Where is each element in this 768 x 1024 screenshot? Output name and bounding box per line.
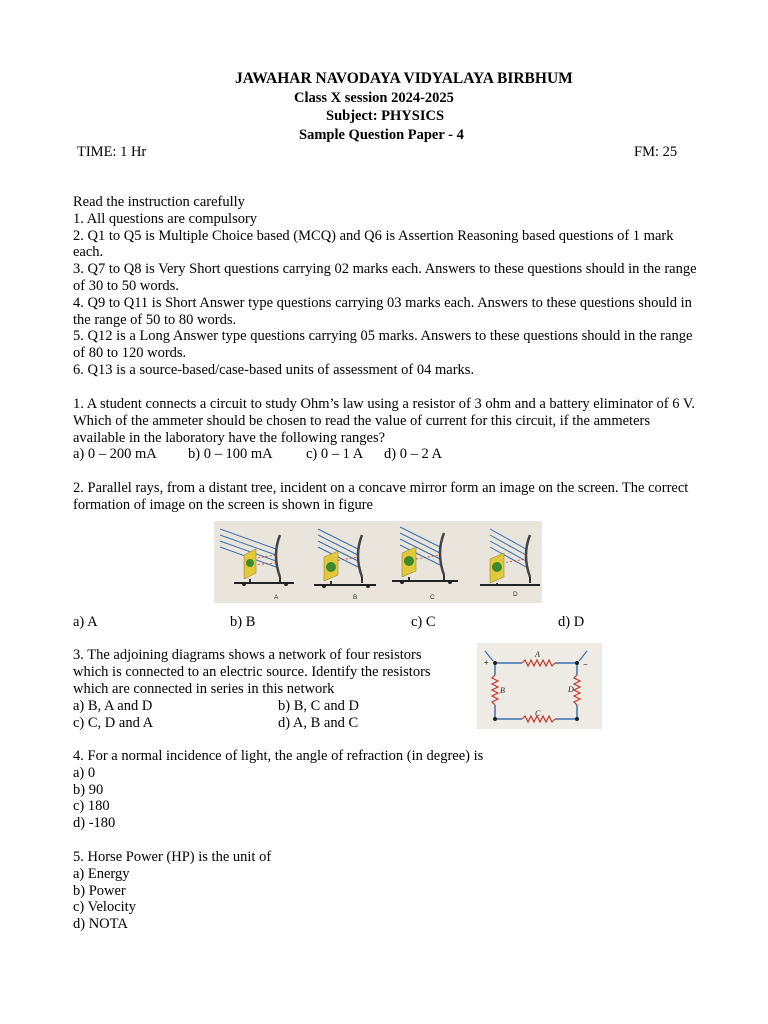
question-2-options: [73, 614, 633, 631]
option-d: d) NOTA: [73, 916, 128, 933]
figure-label-d: D: [513, 591, 518, 598]
option-c: c) Velocity: [73, 899, 136, 916]
option-b: b) Power: [73, 882, 126, 899]
question-5: [73, 849, 698, 933]
option-b: b) B: [230, 614, 256, 630]
question-3-line-3: which are connected in series in this network: [73, 681, 335, 697]
instructions-heading: Read the instruction carefully: [73, 194, 245, 210]
paper-title: Sample Question Paper - 4: [299, 127, 464, 143]
option-b: b) 0 – 100 mA: [188, 446, 273, 462]
option-d: d) D: [558, 614, 585, 630]
option-a: a) Energy: [73, 865, 130, 882]
time-label: TIME: 1 Hr: [77, 144, 147, 160]
resistor-network-figure: [477, 643, 602, 729]
instruction-item: 2. Q1 to Q5 is Multiple Choice based (MCQ) and Q6 is Assertion Reasoning based questions of 1 mark each.: [73, 227, 674, 261]
option-b: b) B, C and D: [278, 698, 359, 714]
option-a: a) 0: [73, 764, 96, 781]
figure-label-b: B: [353, 594, 358, 601]
instruction-item: 5. Q12 is a Long Answer type questions carrying 05 marks. Answers to these questions should in the range of 80 to 120 words.: [73, 328, 693, 362]
option-c: c) 180: [73, 798, 110, 815]
question-5-text: 5. Horse Power (HP) is the unit of: [73, 849, 272, 865]
concave-mirror-figure-image: [214, 521, 542, 603]
option-a: a) A: [73, 614, 98, 630]
concave-mirror-figure: [214, 521, 542, 603]
option-a: a) B, A and D: [73, 698, 153, 714]
question-3-options-row-2: [73, 715, 403, 732]
question-3-line-2: which is connected to an electric source. Identify the resistors: [73, 664, 431, 680]
resistor-label-b: B: [500, 686, 505, 695]
question-2-text: 2. Parallel rays, from a distant tree, incident on a concave mirror form an image on the screen. The correct formation of image on the screen is shown in figure: [73, 480, 689, 513]
option-d: d) 0 – 2 A: [384, 446, 442, 462]
option-a: a) 0 – 200 mA: [73, 446, 157, 462]
option-c: c) C: [411, 614, 436, 630]
school-name: JAWAHAR NAVODAYA VIDYALAYA BIRBHUM: [235, 70, 573, 87]
full-marks-label: FM: 25: [634, 144, 678, 160]
resistor-label-d: D: [568, 685, 574, 694]
question-4-text: 4. For a normal incidence of light, the angle of refraction (in degree) is: [73, 748, 484, 764]
option-d: d) -180: [73, 815, 116, 832]
option-d: d) A, B and C: [278, 715, 359, 731]
instruction-item: 1. All questions are compulsory: [73, 210, 258, 227]
subject-line: Subject: PHYSICS: [326, 108, 445, 124]
negative-terminal-label: −: [583, 660, 588, 669]
instruction-item: 4. Q9 to Q11 is Short Answer type questions carrying 03 marks each. Answers to these questions should in the range of 50 to 80 words.: [73, 294, 692, 328]
option-c: c) 0 – 1 A: [306, 446, 364, 462]
question-1: [73, 396, 698, 446]
option-b: b) 90: [73, 781, 104, 798]
resistor-label-a: A: [535, 650, 540, 659]
figure-label-a: A: [274, 594, 279, 601]
question-3-line-1: 3. The adjoining diagrams shows a network of four resistors: [73, 647, 422, 663]
positive-terminal-label: +: [484, 658, 489, 667]
question-1-options: [73, 446, 473, 463]
instruction-item: 6. Q13 is a source-based/case-based units of assessment of 04 marks.: [73, 361, 475, 378]
question-1-text: 1. A student connects a circuit to study Ohm’s law using a resistor of 3 ohm and a battery eliminator of 6 V. Which of the ammeter should be chosen to read the value of current for this circuit, if the ammeters available in the laboratory have the following ranges?: [73, 396, 696, 446]
option-c: c) C, D and A: [73, 715, 154, 731]
instructions: [73, 194, 698, 379]
resistor-network-figure-image: [477, 643, 602, 729]
question-3-options-row-1: [73, 698, 403, 715]
instruction-item: 3. Q7 to Q8 is Very Short questions carrying 02 marks each. Answers to these questions should in the range of 30 to 50 words.: [73, 261, 697, 294]
question-2: [73, 480, 698, 514]
figure-label-c: C: [430, 594, 435, 601]
question-4: [73, 748, 698, 832]
session-line: Class X session 2024-2025: [294, 90, 454, 106]
resistor-label-c: C: [535, 709, 541, 718]
